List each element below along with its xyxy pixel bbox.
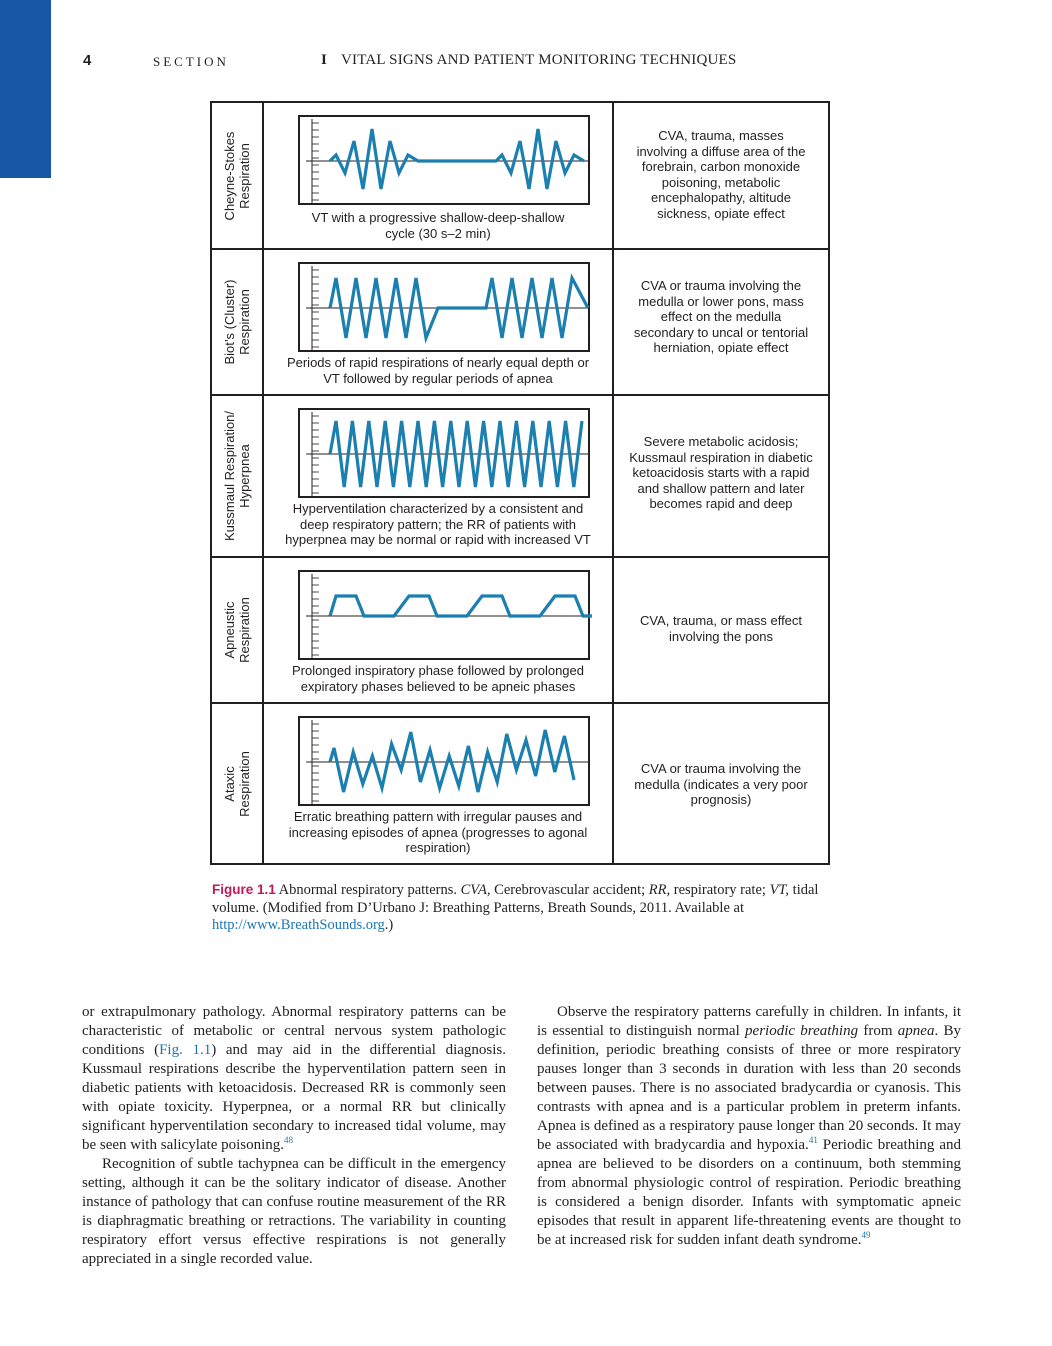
section-title: VITAL SIGNS AND PATIENT MONITORING TECHNIQUES [341, 52, 737, 68]
caption-abbrev: CVA, [460, 882, 491, 898]
paragraph: Recognition of subtle tachypnea can be difficult in the emergency setting, although it can be the solitary indicator of disease. Another instance of pathology that can confuse routine measurement of the RR is diaphragmatic breathing or retractions. The variability in counting respiratory effort versus effective respirations is not generally appreciated in a single recorded value. [82, 1156, 506, 1267]
pattern-name [222, 751, 252, 817]
respiratory-patterns-figure [210, 101, 830, 865]
cause-line: sickness, opiate effect [657, 205, 785, 221]
pattern-name-line: Kussmaul Respiration/ [222, 410, 237, 542]
caption-line: hyperpnea may be normal or rapid with increased VT [285, 532, 591, 547]
waveform-svg [300, 718, 592, 808]
paragraph-text: Periodic breathing and apnea are believed to be disorders on a continuum, both stemming from abnormal physiologic control of respiration. Periodic breathing is considered a benign disorder. Infants with symptomatic apneic episodes that result in apparent life-threatening events are thought to be at increased risk for sudden infant death syndrome. [537, 1137, 961, 1248]
waveform-svg [300, 410, 592, 500]
cause-text [624, 128, 818, 221]
waveform-cell [264, 704, 614, 863]
cause-line: prognosis) [690, 792, 752, 807]
pattern-name [222, 597, 252, 663]
caption-line: VT with a progressive shallow-deep-shallow [311, 210, 565, 225]
cause-text [624, 278, 818, 356]
caption-text: .) [384, 917, 394, 933]
caption-line: expiratory phases believed to be apneic phases [300, 678, 576, 694]
pattern-name-cell [212, 704, 264, 863]
pattern-row-apneustic [212, 558, 828, 704]
citation-48[interactable]: 48 [284, 1135, 294, 1145]
caption-abbrev: VT, [769, 882, 790, 898]
waveform-cell [264, 103, 614, 248]
pattern-row-kussmaul [212, 396, 828, 558]
pattern-row-cheyne-stokes [212, 103, 828, 250]
pattern-name [222, 131, 252, 220]
cause-cell [614, 103, 828, 248]
figure-caption [212, 881, 832, 935]
cause-line: herniation, opiate effect [653, 340, 789, 355]
cause-line: CVA, trauma, masses [658, 128, 784, 143]
cause-line: secondary to uncal or tentorial [633, 324, 809, 340]
cause-line: medulla or lower pons, mass [638, 293, 804, 309]
page-number: 4 [83, 52, 92, 69]
waveform-graph [298, 408, 590, 498]
cause-cell [614, 704, 828, 863]
cause-line: involving the pons [668, 628, 774, 644]
figure-label: Figure 1.1 [212, 882, 276, 897]
cause-text [624, 434, 818, 512]
caption-line: Erratic breathing pattern with irregular pauses and [293, 809, 583, 824]
waveform-svg [300, 572, 592, 662]
section-color-tab [0, 0, 51, 178]
right-text-column [537, 1003, 961, 1250]
pattern-name-line: Respiration [237, 597, 252, 663]
caption-line: Hyperventilation characterized by a consistent and [292, 501, 584, 516]
cause-line: effect on the medulla [660, 309, 782, 324]
caption-line: Periods of rapid respirations of nearly equal depth or [286, 355, 590, 370]
cause-cell [614, 250, 828, 394]
pattern-name-line: Respiration [237, 142, 252, 209]
caption-line: Prolonged inspiratory phase followed by prolonged [292, 663, 584, 678]
cause-line: and shallow pattern and later [637, 480, 805, 496]
pattern-name-line: Cheyne-Stokes [222, 131, 237, 220]
waveform-caption [270, 210, 606, 241]
waveform-trace [330, 730, 574, 792]
pattern-name-line: Respiration [237, 289, 252, 355]
caption-line: VT followed by regular periods of apnea [323, 370, 553, 386]
paragraph-text: . By definition, periodic breathing consists of three or more respiratory pauses longer than 3 seconds in duration with less than 20 seconds between pauses. There is no associated bradycardia or cyanosis. This contrasts with apnea and is a particular problem in preterm infants. Apnea is defined as a respiratory pause longer than 20 seconds. It may be associated with bradycardia and hypoxia. [537, 1023, 961, 1153]
caption-line: cycle (30 s–2 min) [385, 225, 491, 241]
cause-line: poisoning, metabolic [661, 174, 781, 190]
waveform-trace [330, 596, 592, 616]
pattern-name-cell [212, 558, 264, 702]
paragraph-text: Observe the respiratory patterns carefully in children. In infants, it is essential to distinguish normal [537, 1004, 961, 1039]
cause-line: CVA, trauma, or mass effect [639, 613, 803, 628]
waveform-caption [270, 809, 606, 856]
cause-line: encephalopathy, altitude [651, 190, 791, 205]
caption-text: respiratory rate; [670, 882, 770, 898]
pattern-name [222, 279, 252, 364]
waveform-cell [264, 250, 614, 394]
citation-49[interactable]: 49 [861, 1230, 871, 1240]
cause-line: medulla (indicates a very poor [634, 776, 808, 792]
cause-line: CVA or trauma involving the [640, 761, 802, 776]
pattern-name-line: Hyperpnea [237, 444, 252, 508]
cause-line: Severe metabolic acidosis; [643, 434, 799, 449]
pattern-row-ataxic [212, 704, 828, 863]
cause-line: forebrain, carbon monoxide [641, 159, 801, 174]
caption-line: increasing episodes of apnea (progresses to agonal [288, 824, 588, 840]
cause-text [624, 613, 818, 644]
emphasis: periodic breathing [745, 1023, 859, 1039]
pattern-name-line: Apneustic [222, 601, 237, 659]
pattern-row-biots [212, 250, 828, 396]
pattern-name [222, 411, 252, 541]
cause-line: becomes rapid and deep [649, 496, 793, 511]
waveform-graph [298, 115, 590, 205]
waveform-trace [330, 129, 584, 189]
pattern-name-cell [212, 103, 264, 248]
paragraph-text: from [858, 1023, 898, 1039]
cause-cell [614, 396, 828, 556]
cause-cell [614, 558, 828, 702]
pattern-name-line: Respiration [237, 750, 252, 817]
pattern-name-cell [212, 396, 264, 556]
waveform-graph [298, 262, 590, 352]
waveform-caption [270, 355, 606, 386]
waveform-cell [264, 396, 614, 556]
emphasis: apnea [897, 1023, 935, 1039]
pattern-name-cell [212, 250, 264, 394]
paragraph-text: ) and may aid in the differential diagnosis. Kussmaul respirations describe the hyperventilation pattern seen in diabetic patients with ketoacidosis. Decreased RR is commonly seen with opiate toxicity. Hyperpnea, or a normal RR but clinically significant hyperventilation secondary to increased tidal volume, may be seen with salicylate poisoning. [82, 1042, 506, 1153]
paragraph-text: or extrapulmonary pathology. Abnormal respiratory patterns can be characteristic of metabolic or central nervous system pathologic conditions ( [82, 1004, 506, 1058]
cause-line: involving a diffuse area of the [636, 143, 806, 159]
figure-reference-link[interactable]: Fig. 1.1 [159, 1042, 212, 1058]
cause-text [624, 761, 818, 808]
caption-text: Cerebrovascular accident; [490, 882, 649, 898]
paragraph [82, 1003, 506, 1155]
paragraph [537, 1003, 961, 1250]
caption-abbrev: RR, [648, 882, 671, 898]
waveform-graph [298, 716, 590, 806]
cause-line: ketoacidosis starts with a rapid [632, 465, 810, 480]
waveform-svg [300, 264, 592, 354]
waveform-caption [270, 663, 606, 694]
citation-41[interactable]: 41 [808, 1135, 818, 1145]
cause-line: CVA or trauma involving the [640, 278, 802, 293]
waveform-graph [298, 570, 590, 660]
waveform-cell [264, 558, 614, 702]
caption-line: respiration) [405, 840, 471, 855]
source-link[interactable]: http://www.BreathSounds.org [212, 917, 385, 933]
left-text-column [82, 1003, 506, 1269]
section-number: I [321, 52, 327, 68]
caption-text: tidal volume. (Modified from D’Urbano J: Breathing Patterns, Breath Sounds, 2011. Available at [212, 882, 819, 916]
waveform-svg [300, 117, 592, 207]
caption-text: Abnormal respiratory patterns. [275, 882, 461, 898]
waveform-caption [270, 501, 606, 548]
pattern-name-line: Biot’s (Cluster) [222, 279, 237, 365]
section-word: SECTION [153, 54, 229, 69]
cause-line: Kussmaul respiration in diabetic [629, 449, 813, 465]
pattern-name-line: Ataxic [222, 765, 237, 802]
caption-line: deep respiratory pattern; the RR of patients with [299, 516, 577, 532]
